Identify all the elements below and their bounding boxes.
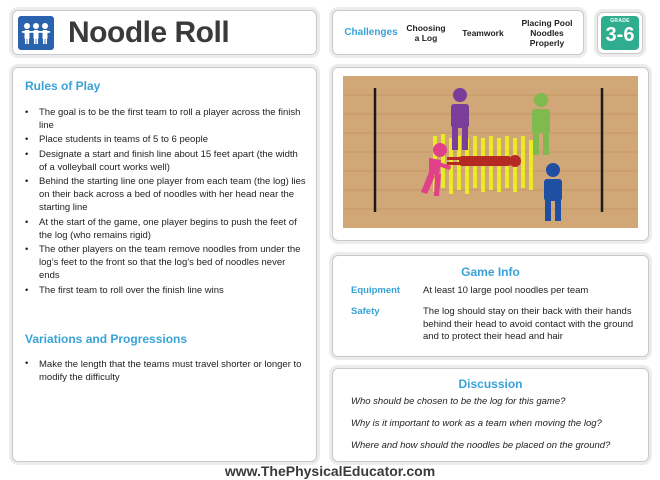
discussion-panel xyxy=(332,368,649,462)
variations-heading: Variations and Progressions xyxy=(25,332,188,346)
grade-label: GRADE xyxy=(610,18,630,24)
rules-list xyxy=(25,106,307,298)
title-panel xyxy=(12,10,317,55)
equipment-label: Equipment xyxy=(351,285,401,296)
page-title: Noodle Roll xyxy=(68,16,230,49)
illustration-panel xyxy=(332,67,649,241)
discussion-heading: Discussion xyxy=(458,377,523,391)
topic-nav xyxy=(332,10,584,55)
grade-badge-fill xyxy=(601,16,639,50)
rules-heading: Rules of Play xyxy=(25,79,101,93)
rule-item: • At the start of the game, one player begins to push the feet of the log (who remains rigid) xyxy=(25,216,307,242)
discussion-question: Why is it important to work as a team when moving the log? xyxy=(351,418,602,429)
nav-link-challenges[interactable]: Challenges xyxy=(344,26,398,38)
rule-item: • The first team to roll over the finish line wins xyxy=(25,284,307,297)
variation-item: • Make the length that the teams must travel shorter or longer to modify the difficulty xyxy=(25,358,307,384)
discussion-question: Where and how should the noodles be placed on the ground? xyxy=(351,440,611,451)
gym-floor-players-illustration xyxy=(343,76,638,228)
grade-range: 3-6 xyxy=(605,24,635,46)
equipment-text: At least 10 large pool noodles per team xyxy=(423,285,589,296)
variations-list xyxy=(25,358,307,384)
rule-item: • Designate a start and finish line about 15 feet apart (the width of a volleyball court works well) xyxy=(25,148,307,174)
rule-item: • Place students in teams of 5 to 6 people xyxy=(25,133,307,146)
game-info-panel xyxy=(332,255,649,357)
game-info-heading: Game Info xyxy=(461,265,520,279)
site-url-footer[interactable]: www.ThePhysicalEducator.com xyxy=(224,463,436,479)
discussion-question: Who should be chosen to be the log for this game? xyxy=(351,396,566,407)
rules-panel xyxy=(12,67,317,462)
nav-link-choosing-a-log[interactable]: Choosing a Log xyxy=(406,22,446,43)
grade-badge xyxy=(597,12,643,54)
rule-item: • Behind the starting line one player from each team (the log) lies on their back across a bed of noodles with her head near the starting line xyxy=(25,175,307,215)
nav-link-teamwork[interactable]: Teamwork xyxy=(462,27,504,38)
people-group-icon xyxy=(18,16,54,50)
rule-item: • The goal is to be the first team to roll a player across the finish line xyxy=(25,106,307,132)
safety-label: Safety xyxy=(351,306,380,317)
nav-link-placing-pool-noodles[interactable]: Placing Pool Noodles Properly xyxy=(521,17,573,48)
safety-text: The log should stay on their back with their hands behind their head to avoid contact with the ground and to protect their head and hair xyxy=(423,306,634,342)
rule-item: • The other players on the team remove noodles from under the log’s feet to the front so that the log’s bed of noodles never ends xyxy=(25,243,307,283)
